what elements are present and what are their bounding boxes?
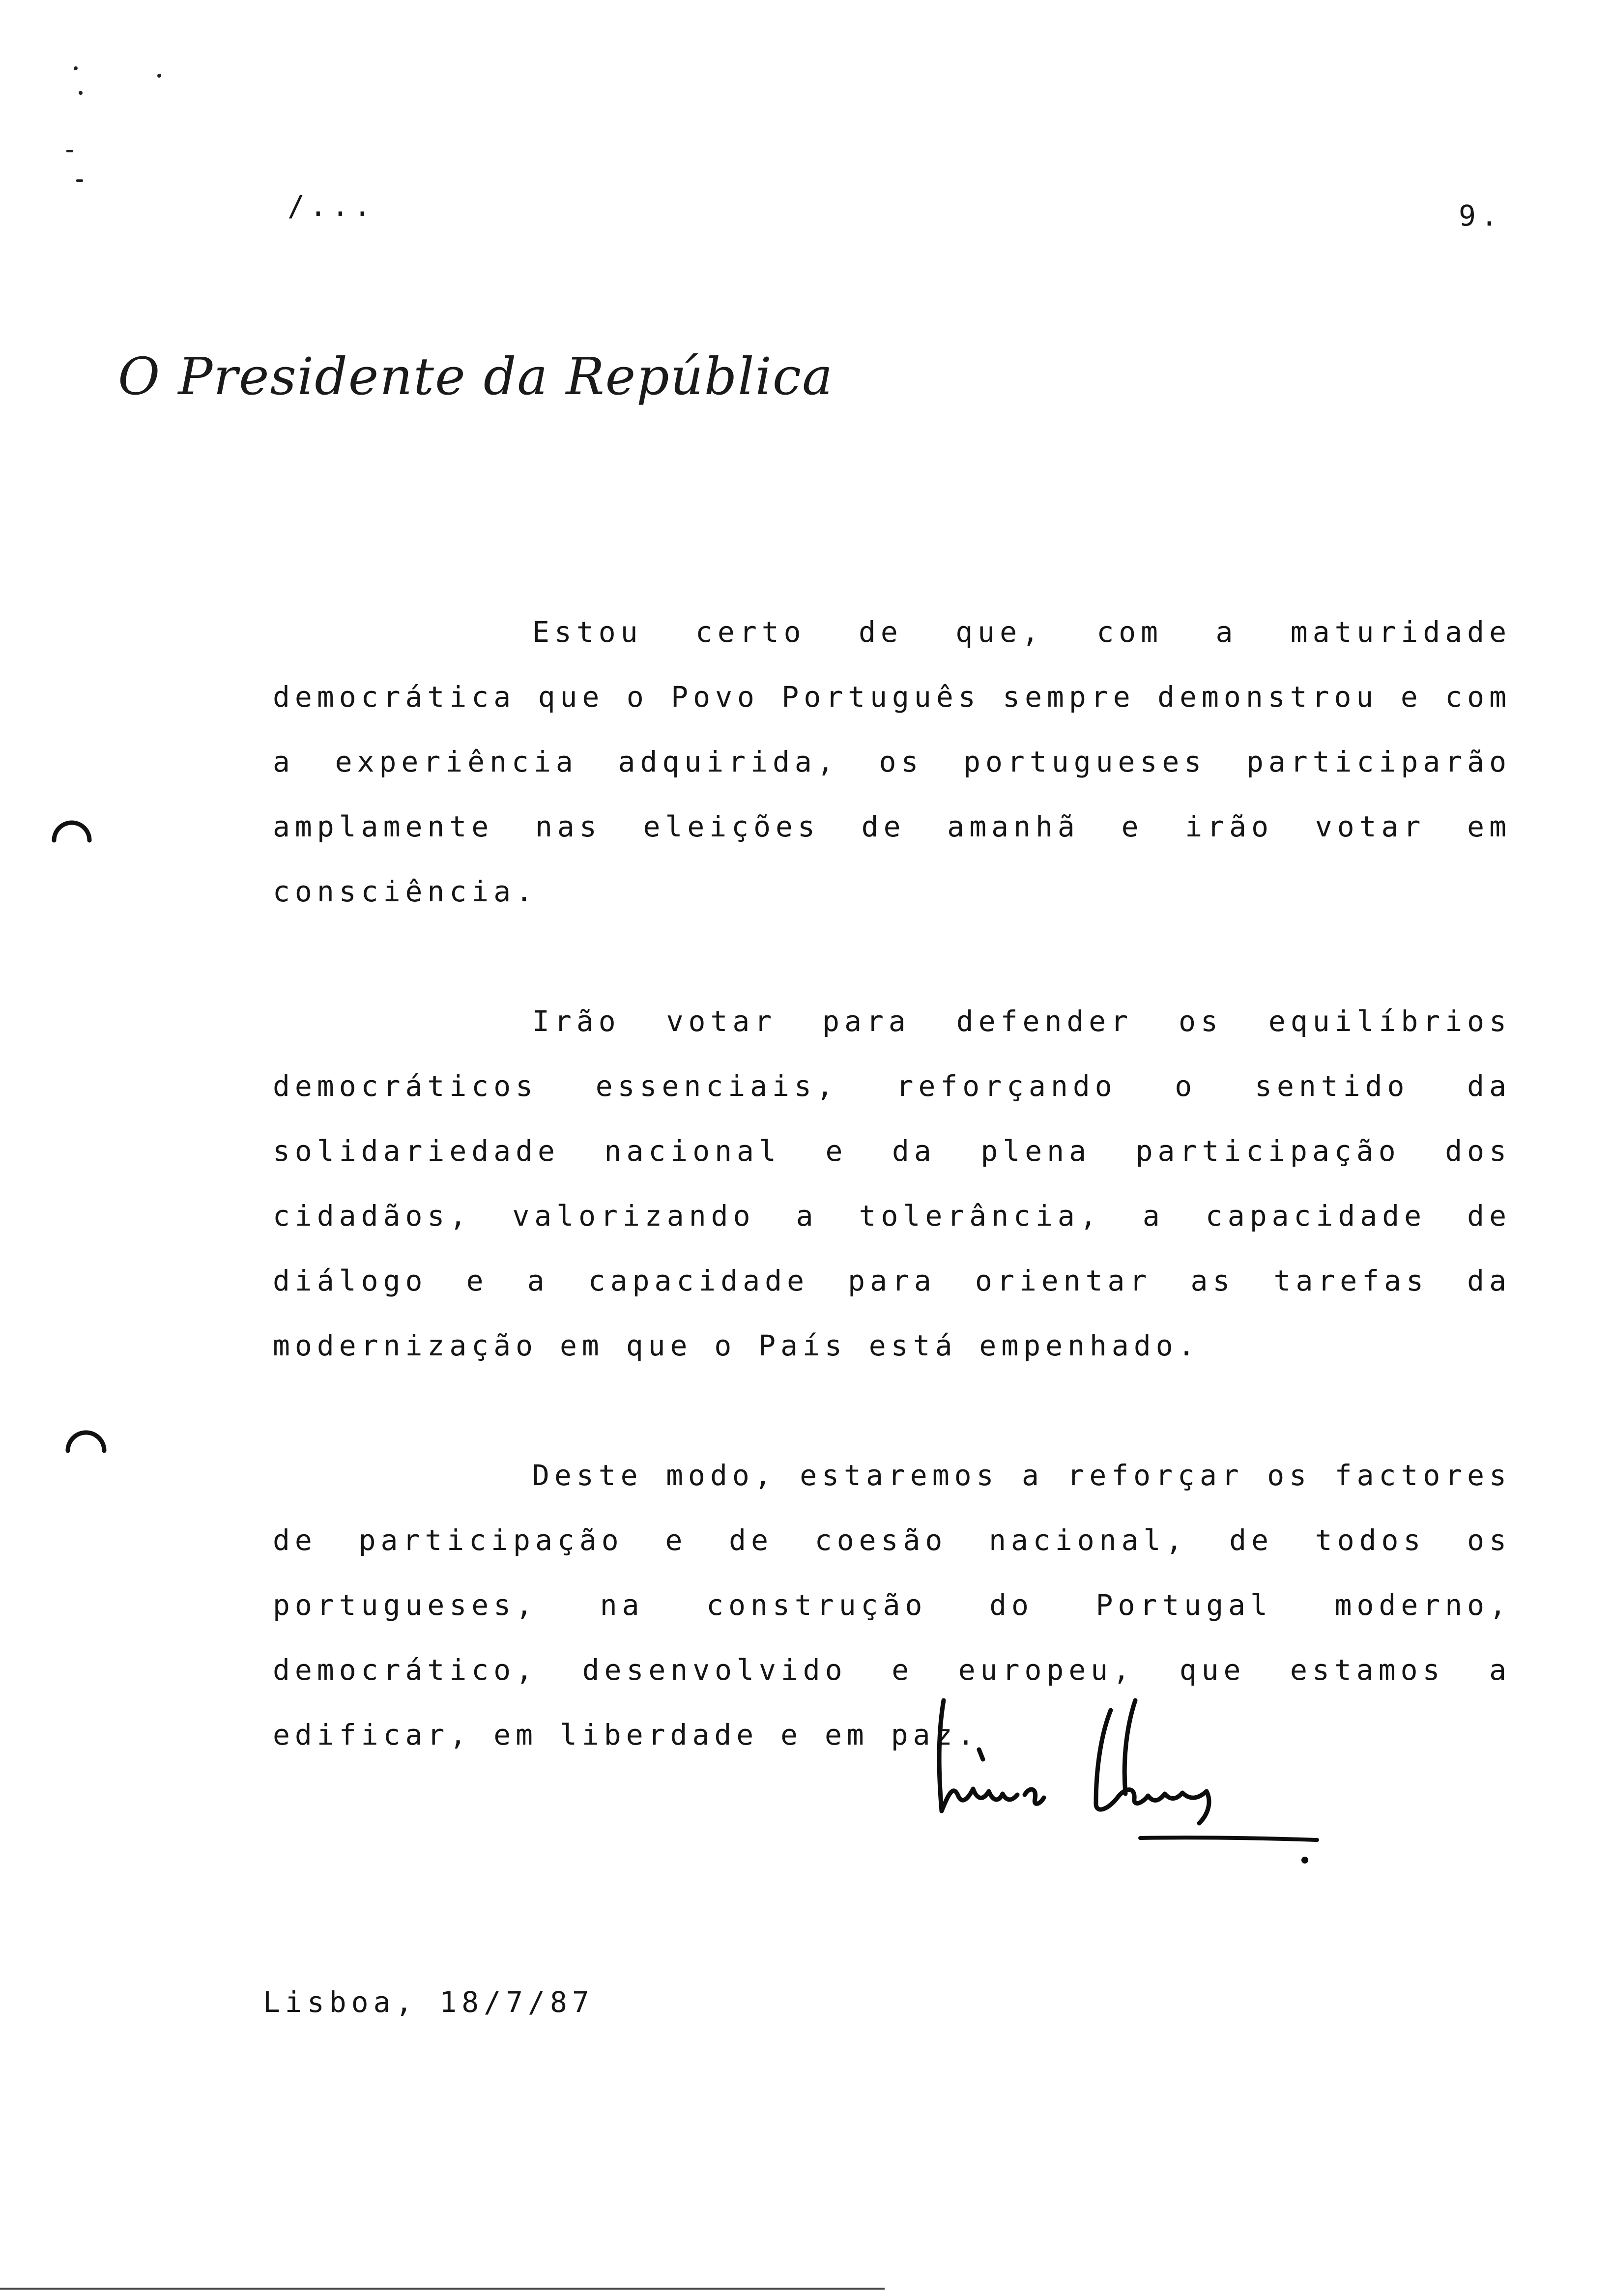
scan-edge-line: [0, 2288, 885, 2290]
letter-body: [273, 600, 1511, 1767]
handwritten-signature: [924, 1691, 1347, 1877]
scan-speck: [157, 74, 161, 78]
paragraph: Irão votar para defender os equilíbrios democráticos essenciais, reforçando o sentido da solidariedade nacional e da plena participação dos cidadãos, valorizando a tolerância, a capacidade de diálogo e a capacidade para orientar as tarefas da modernização em que o País está empenhado.: [273, 1004, 1511, 1362]
page-number: 9.: [1459, 199, 1503, 232]
scan-speck: [79, 91, 83, 95]
scan-speck: [74, 66, 78, 70]
continuation-mark: /...: [288, 189, 376, 223]
paragraph: Estou certo de que, com a maturidade democrática que o Povo Português sempre demonstrou e com a experiência adquirida, os portugueses participarão amplamente nas eleições de amanhã e irão votar em consciência.: [273, 615, 1511, 908]
scan-speck: [66, 150, 73, 152]
place-date: Lisboa, 18/7/87: [263, 1985, 594, 2019]
paragraph: Deste modo, estaremos a reforçar os factores de participação e de coesão nacional, de todos os portugueses, na construção do Portugal moderno, democrático, desenvolvido e europeu, que estamos a edificar, em liberdade e em paz.: [273, 1459, 1511, 1751]
punch-hole-icon: [64, 1415, 108, 1460]
letterhead-title: O Presidente da República: [118, 346, 834, 406]
punch-hole-icon: [49, 806, 93, 850]
scan-speck: [76, 179, 83, 182]
